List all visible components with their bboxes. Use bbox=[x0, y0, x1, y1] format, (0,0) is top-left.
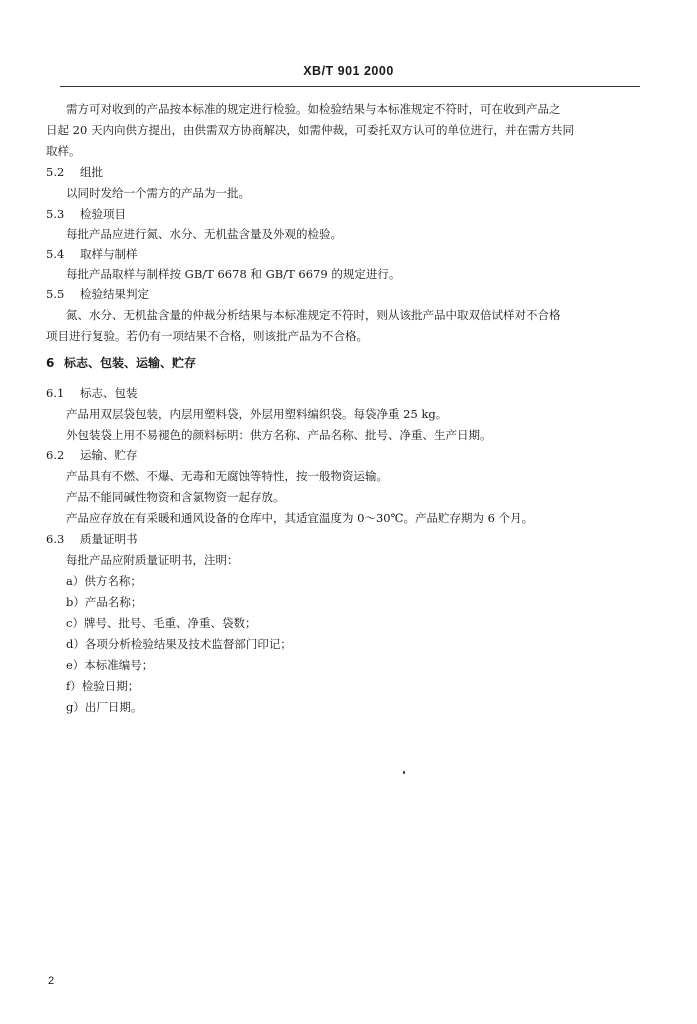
list-item: d）各项分析检验结果及技术监督部门印记； bbox=[66, 637, 292, 651]
header-rule bbox=[60, 86, 640, 87]
paragraph-line: 取样。 bbox=[46, 144, 81, 158]
page-number: 2 bbox=[48, 975, 55, 987]
clause-number: 5.3 bbox=[46, 207, 65, 221]
list-item: c）牌号、批号、毛重、净重、袋数； bbox=[66, 616, 257, 630]
clause-body: 产品不能同碱性物资和含氯物资一起存放。 bbox=[66, 490, 285, 504]
clause-body: 项目进行复验。若仍有一项结果不合格，则该批产品为不合格。 bbox=[46, 329, 368, 343]
clause-number: 6.1 bbox=[46, 386, 65, 400]
chapter-number: 6 bbox=[46, 356, 55, 370]
standard-code-header: XB/T 901 2000 bbox=[303, 64, 394, 78]
clause-number: 5.5 bbox=[46, 287, 65, 301]
list-item: a）供方名称； bbox=[66, 574, 142, 588]
clause-title: 组批 bbox=[80, 165, 103, 179]
clause-number: 5.2 bbox=[46, 165, 65, 179]
list-item: b）产品名称； bbox=[66, 595, 143, 609]
clause-body: 每批产品应附质量证明书，注明： bbox=[66, 553, 239, 567]
scan-speck bbox=[403, 771, 405, 774]
chapter-title: 标志、包装、运输、贮存 bbox=[64, 356, 197, 370]
list-item: e）本标准编号； bbox=[66, 658, 154, 672]
list-item: g）出厂日期。 bbox=[66, 700, 143, 714]
clause-number: 5.4 bbox=[46, 247, 65, 261]
list-item: f）检验日期； bbox=[66, 679, 140, 693]
paragraph-line: 日起 20 天内向供方提出，由供需双方协商解决，如需仲裁，可委托双方认可的单位进行，并在需方共同 bbox=[46, 123, 574, 137]
clause-body: 以同时发给一个需方的产品为一批。 bbox=[66, 186, 250, 200]
clause-body: 氮、水分、无机盐含量的仲裁分析结果与本标准规定不符时，则从该批产品中取双倍试样对不合格 bbox=[66, 308, 561, 322]
clause-body: 产品具有不燃、不爆、无毒和无腐蚀等特性，按一般物资运输。 bbox=[66, 469, 388, 483]
clause-number: 6.3 bbox=[46, 532, 65, 546]
clause-title: 质量证明书 bbox=[80, 532, 138, 546]
clause-title: 取样与制样 bbox=[80, 247, 138, 261]
clause-body: 每批产品取样与制样按 GB/T 6678 和 GB/T 6679 的规定进行。 bbox=[66, 267, 401, 281]
clause-body: 每批产品应进行氮、水分、无机盐含量及外观的检验。 bbox=[66, 227, 342, 241]
clause-title: 检验项目 bbox=[80, 207, 126, 221]
clause-body: 外包装袋上用不易褪色的颜料标明：供方名称、产品名称、批号、净重、生产日期。 bbox=[66, 428, 492, 442]
clause-body: 产品应存放在有采暖和通风设备的仓库中，其适宜温度为 0～30℃。产品贮存期为 6 个月。 bbox=[66, 511, 534, 525]
paragraph-line: 需方可对收到的产品按本标准的规定进行检验。如检验结果与本标准规定不符时，可在收到产品之 bbox=[66, 102, 561, 116]
clause-title: 检验结果判定 bbox=[80, 287, 149, 301]
clause-number: 6.2 bbox=[46, 448, 65, 462]
clause-title: 标志、包装 bbox=[80, 386, 138, 400]
clause-body: 产品用双层袋包装，内层用塑料袋，外层用塑料编织袋。每袋净重 25 kg。 bbox=[66, 407, 448, 421]
clause-title: 运输、贮存 bbox=[80, 448, 138, 462]
